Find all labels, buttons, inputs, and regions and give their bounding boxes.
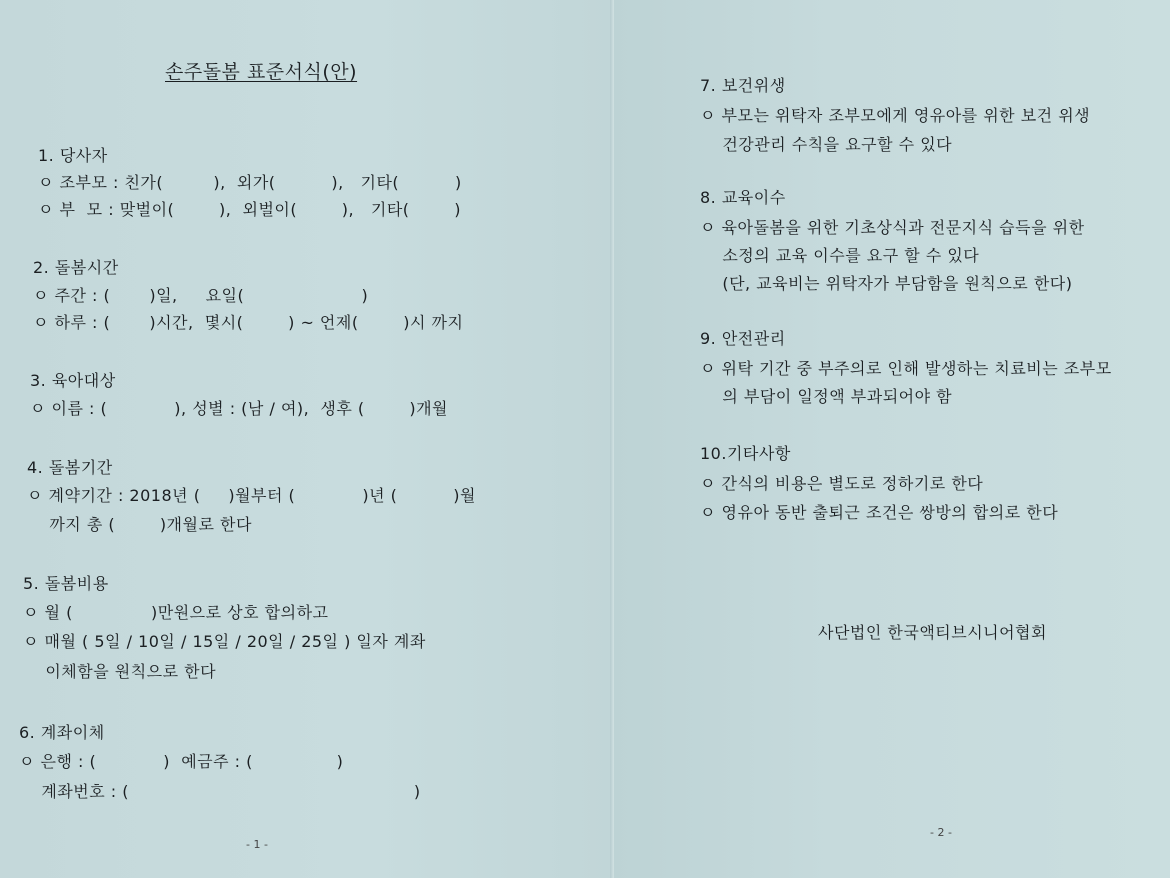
page-fold (610, 0, 614, 878)
section-line: ㅇ 은행 : ( ) 예금주 : ( ) (19, 752, 344, 771)
section-line: ㅇ 조부모 : 친가( ), 외가( ), 기타( ) (38, 173, 462, 192)
section-line: ㅇ 육아돌봄을 위한 기초상식과 전문지식 습득을 위한 (700, 218, 1085, 237)
section-line: ㅇ 부 모 : 맞벌이( ), 외벌이( ), 기타( ) (38, 200, 461, 219)
section-heading-hygiene: 7. 보건위생 (700, 76, 786, 95)
section-line: 이체함을 원칙으로 한다 (23, 662, 217, 681)
section-line: 계좌번호 : ( ) (19, 782, 421, 801)
section-line: 의 부담이 일정액 부과되어야 함 (700, 387, 953, 406)
section-line: ㅇ 하루 : ( )시간, 몇시( ) ~ 언제( )시 까지 (33, 313, 464, 332)
section-heading-child: 3. 육아대상 (30, 371, 116, 390)
section-line: ㅇ 계약기간 : 2018년 ( )월부터 ( )년 ( )월 (27, 486, 476, 505)
section-line: ㅇ 부모는 위탁자 조부모에게 영유아를 위한 보건 위생 (700, 106, 1091, 125)
section-line: ㅇ 매월 ( 5일 / 10일 / 15일 / 20일 / 25일 ) 일자 계좌 (23, 632, 426, 651)
page-number: - 1 - (246, 838, 268, 851)
section-line: (단, 교육비는 위탁자가 부담함을 원칙으로 한다) (700, 274, 1073, 293)
section-line: 건강관리 수칙을 요구할 수 있다 (700, 135, 953, 154)
section-line: 소정의 교육 이수를 요구 할 수 있다 (700, 246, 980, 265)
section-line: ㅇ 위탁 기간 중 부주의로 인해 발생하는 치료비는 조부모 (700, 359, 1112, 378)
section-heading-care-hours: 2. 돌봄시간 (33, 258, 119, 277)
organization-name: 사단법인 한국액티브시니어협회 (818, 623, 1047, 642)
section-line: ㅇ 월 ( )만원으로 상호 합의하고 (23, 603, 329, 622)
section-heading-care-period: 4. 돌봄기간 (27, 458, 113, 477)
page-number: - 2 - (930, 826, 952, 839)
section-line: ㅇ 주간 : ( )일, 요일( ) (33, 286, 369, 305)
section-heading-care-cost: 5. 돌봄비용 (23, 574, 109, 593)
section-line: ㅇ 간식의 비용은 별도로 정하기로 한다 (700, 474, 984, 493)
section-heading-parties: 1. 당사자 (38, 146, 108, 165)
section-heading-education: 8. 교육이수 (700, 188, 786, 207)
section-heading-bank-transfer: 6. 계좌이체 (19, 723, 105, 742)
right-page (612, 0, 1170, 878)
section-heading-other: 10.기타사항 (700, 444, 791, 463)
section-line: ㅇ 영유아 동반 출퇴근 조건은 쌍방의 합의로 한다 (700, 503, 1059, 522)
document-title: 손주돌봄 표준서식(안) (165, 61, 358, 83)
section-heading-safety: 9. 안전관리 (700, 329, 786, 348)
section-line: ㅇ 이름 : ( ), 성별 : (남 / 여), 생후 ( )개월 (30, 399, 448, 418)
section-line: 까지 총 ( )개월로 한다 (27, 515, 252, 534)
